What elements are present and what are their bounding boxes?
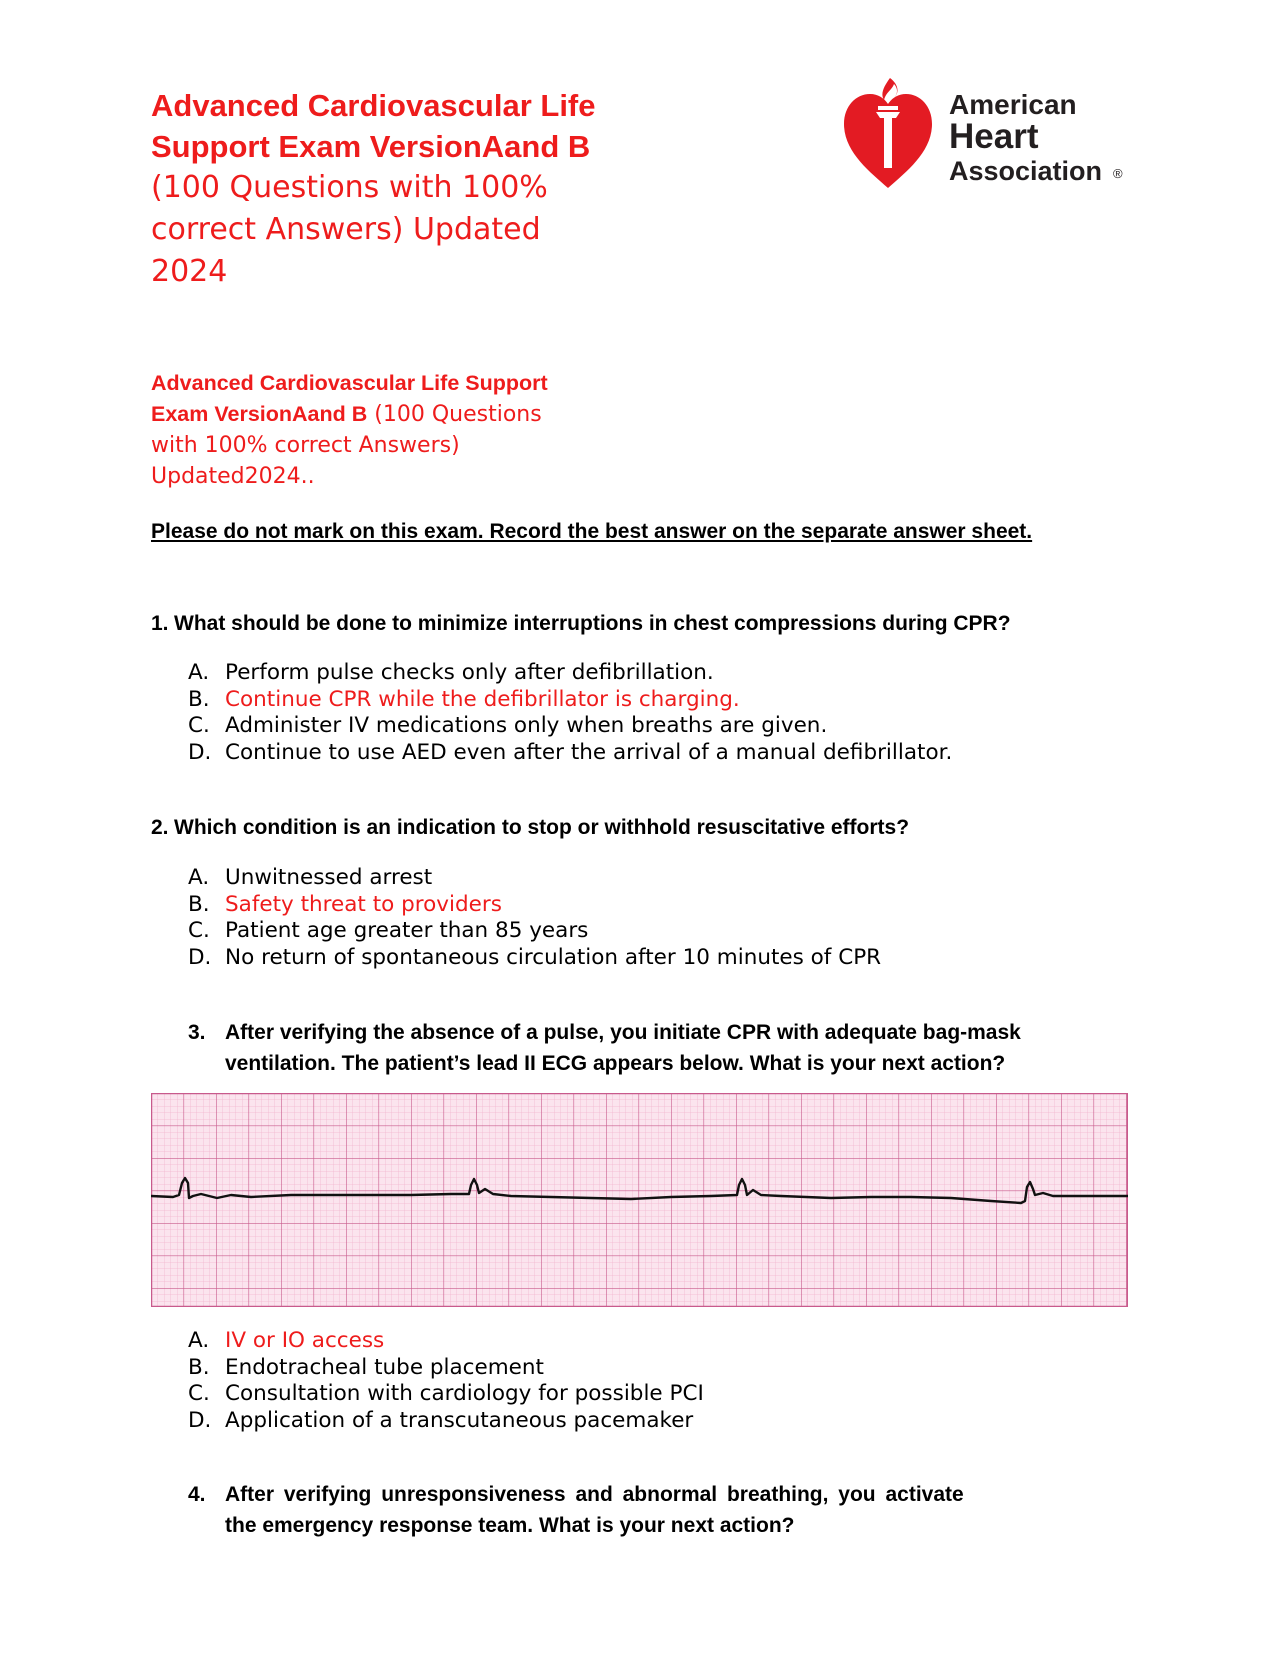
option-d[interactable] [188, 1408, 704, 1435]
question-text: What should be done to minimize interruptions in chest compressions during CPR? [174, 612, 1011, 635]
option-text: Continue CPR while the defibrillator is charging. [225, 686, 740, 712]
question-number: 4. [188, 1483, 206, 1506]
aha-logo [840, 72, 1140, 192]
option-text: Unwitnessed arrest [225, 865, 433, 890]
title-regular-line2: correct Answers) Updated [151, 212, 541, 247]
subtitle-regular-line2: (100 Questions [367, 402, 542, 427]
option-c[interactable] [188, 918, 881, 945]
question-number: 1. [151, 612, 169, 635]
option-b-correct[interactable] [188, 687, 952, 714]
logo-line1: American [949, 89, 1077, 120]
option-letter: C. [188, 918, 210, 943]
question-2-options [188, 865, 881, 971]
subtitle-bold-line2: Exam VersionAand B [151, 402, 368, 426]
option-text: Patient age greater than 85 years [225, 918, 589, 943]
question-1-options [188, 660, 952, 766]
logo-line2: Heart [949, 117, 1039, 156]
document-title [151, 85, 711, 293]
option-d[interactable] [188, 945, 881, 972]
option-text: Administer IV medications only when breaths are given. [225, 713, 828, 738]
option-text: Application of a transcutaneous pacemaker [225, 1407, 694, 1433]
option-letter: B. [188, 1354, 210, 1380]
question-text: After verifying the absence of a pulse, you initiate CPR with adequate bag-mask [225, 1021, 1021, 1044]
option-text: IV or IO access [225, 1328, 385, 1353]
question-4-line2 [188, 1510, 964, 1541]
question-3-line2 [188, 1048, 1021, 1079]
question-text: the emergency response team. What is your next action? [225, 1514, 795, 1537]
subtitle-line2 [151, 399, 771, 430]
question-1-text [151, 608, 1011, 639]
option-letter: D. [188, 739, 212, 765]
question-4-line1 [188, 1479, 964, 1510]
option-d[interactable] [188, 740, 952, 767]
title-regular-line3: 2024 [151, 254, 228, 289]
option-a-correct[interactable] [188, 1328, 704, 1355]
subtitle [151, 368, 771, 492]
question-4 [188, 1479, 964, 1541]
option-text: Endotracheal tube placement [225, 1354, 544, 1380]
question-text: ventilation. The patient’s lead II ECG appears below. What is your next action? [225, 1052, 1006, 1075]
question-2 [151, 812, 909, 843]
heart-torch-icon [840, 72, 936, 190]
logo-line3: Association [949, 156, 1103, 186]
option-letter: B. [188, 891, 210, 917]
question-3 [188, 1017, 1021, 1079]
question-3-line1 [188, 1017, 1021, 1048]
option-letter: A. [188, 865, 210, 890]
title-regular-line1: (100 Questions with 100% [151, 170, 548, 205]
question-2-text [151, 812, 909, 843]
question-3-options [188, 1328, 704, 1434]
instructions: Please do not mark on this exam. Record the best answer on the separate answer sheet. [151, 520, 1033, 543]
option-b-correct[interactable] [188, 892, 881, 919]
option-letter: C. [188, 713, 210, 738]
logo-registered: ® [1113, 166, 1123, 181]
option-letter: D. [188, 1407, 212, 1433]
option-text: Continue to use AED even after the arrival of a manual defibrillator. [225, 739, 953, 765]
option-text: No return of spontaneous circulation after 10 minutes of CPR [225, 944, 882, 970]
option-text: Safety threat to providers [225, 891, 502, 917]
title-bold-line2: Support Exam VersionAand B [151, 129, 591, 164]
option-c[interactable] [188, 1381, 704, 1408]
question-number: 3. [188, 1021, 206, 1044]
option-letter: B. [188, 686, 210, 712]
option-text: Consultation with cardiology for possible PCI [225, 1381, 704, 1406]
question-1 [151, 608, 1011, 639]
subtitle-regular-line3: with 100% correct Answers) [151, 433, 460, 458]
ecg-strip [151, 1093, 1128, 1307]
ecg-chart [151, 1093, 1128, 1307]
option-letter: D. [188, 944, 212, 970]
option-letter: A. [188, 660, 210, 685]
option-text: Perform pulse checks only after defibrillation. [225, 660, 714, 685]
option-a[interactable] [188, 865, 881, 892]
title-bold-line1: Advanced Cardiovascular Life [151, 88, 596, 123]
option-letter: A. [188, 1328, 210, 1353]
question-number: 2. [151, 816, 169, 839]
option-a[interactable] [188, 660, 952, 687]
option-c[interactable] [188, 713, 952, 740]
subtitle-regular-line4: Updated2024.. [151, 464, 315, 489]
question-text: After verifying unresponsiveness and abnormal breathing, you activate [225, 1483, 964, 1506]
option-letter: C. [188, 1381, 210, 1406]
subtitle-bold-line1: Advanced Cardiovascular Life Support [151, 371, 548, 395]
option-b[interactable] [188, 1355, 704, 1382]
question-text: Which condition is an indication to stop or withhold resuscitative efforts? [174, 816, 910, 839]
